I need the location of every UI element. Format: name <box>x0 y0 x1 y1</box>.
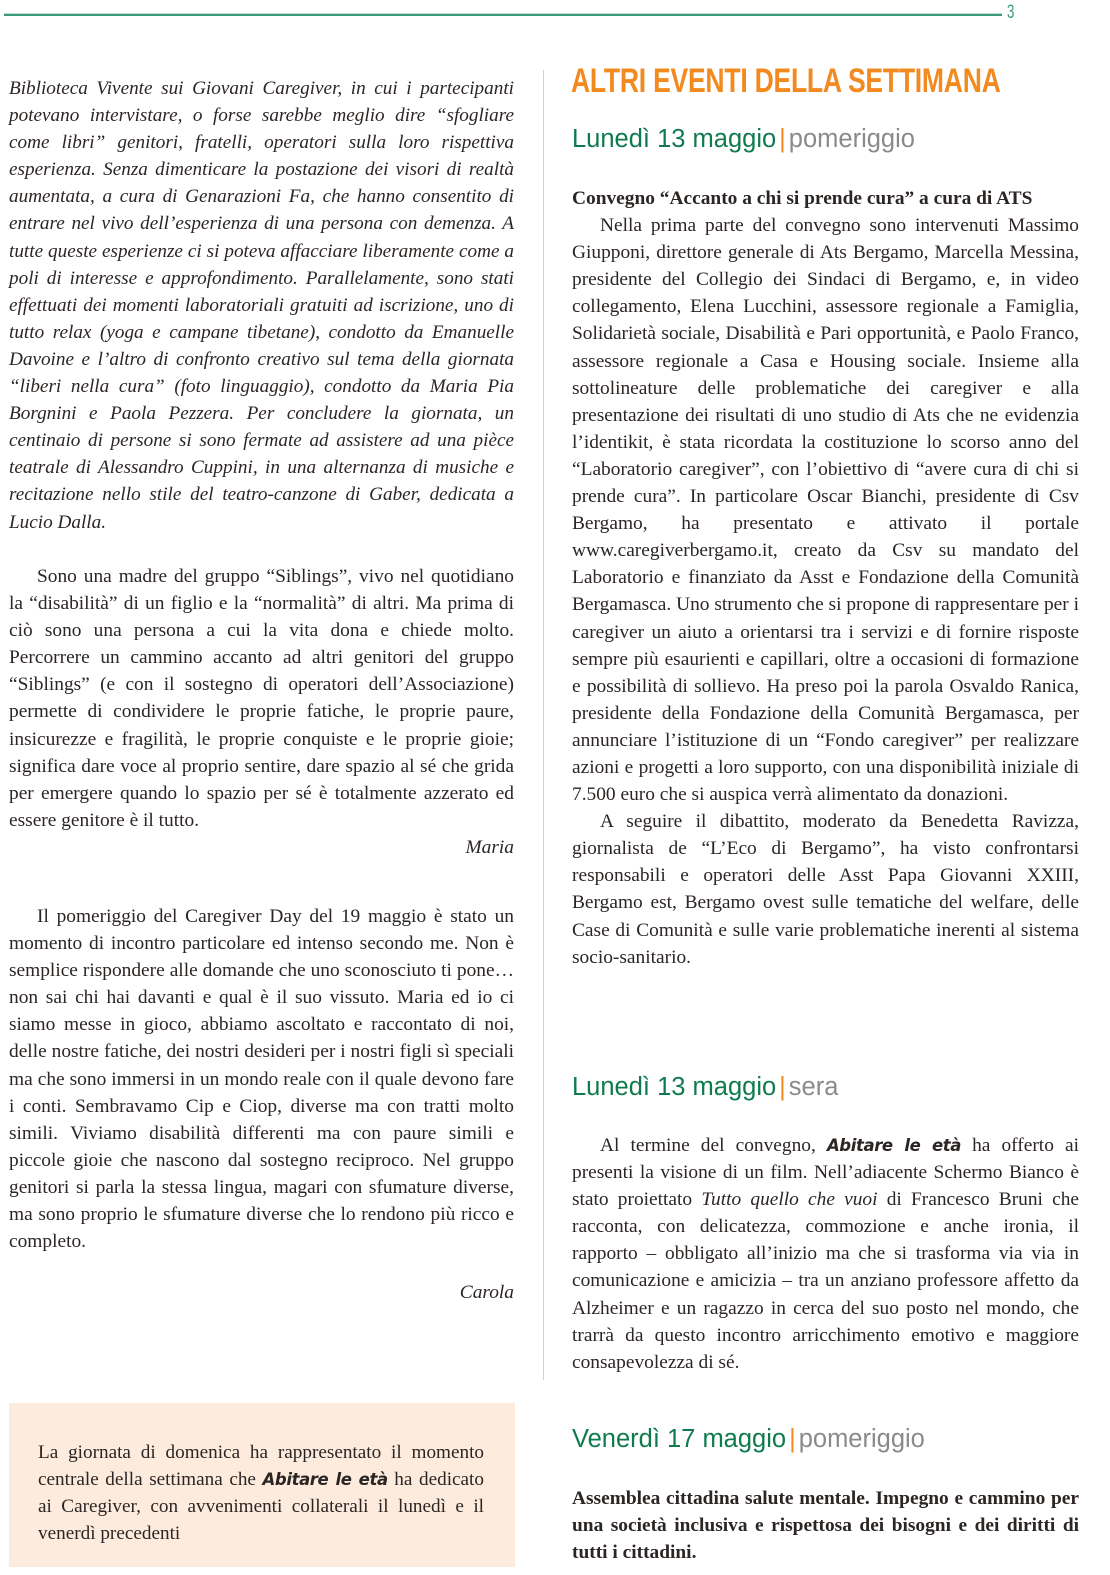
event-day: Lunedì 13 maggio <box>572 125 777 153</box>
event-heading <box>572 1073 838 1102</box>
text-run: di Francesco Bruni che racconta, con delicatezza, commozione e anche ironia, il rapporto – obbligato all’inizio ma che si trasforma via via in comunicazione e amicizia – tra un anziano professore affetto da Alzheimer e un ragazzo in cerca del suo posto nel mondo, che trarrà da questo incontro arricchimento emotivo e maggiore consapevolezza di sé. <box>572 1189 1080 1373</box>
box-text-before: La giornata di domenica ha rappresentato il momento centrale della settimana che <box>38 1442 484 1490</box>
event-paragraph <box>572 1132 1079 1376</box>
event-paragraph: A seguire il dibattito, moderato da Benedetta Ravizza, giornalista de “L’Eco di Bergamo”, ha visto confrontarsi responsabili e operatori delle Asst Papa Giovanni XXIII, Bergamo est, Bergamo ovest sulle tematiche del welfare, delle Case di Comunità e sulle varie problematiche inerenti al sistema socio-sanitario. <box>572 811 1079 968</box>
testimony-maria <box>9 563 514 861</box>
event-separator: | <box>779 1073 786 1101</box>
testimony-text: Sono una madre del gruppo “Siblings”, vivo nel quotidiano la “disabilità” di un figlio e la “normalità” di altri. Ma prima di ciò sono una persona a cui la vita dona e chiede molto. Percorrere un cammino accanto ad altri genitori del gruppo “Siblings” (e con il sostegno di operatori dell’Associazione) permette di condividere le proprie fatiche, le proprie paure, insicurezze e fragilità, le proprie conquiste e le proprie gioie; significa dare voce al proprio sentire, dare spazio al sé che grida per emergere quando lo spazio per sé è totalmente azzerato ed essere genitore è il tutto. <box>9 566 514 831</box>
event-body <box>572 1132 1079 1376</box>
page-number: 3 <box>1007 2 1015 23</box>
brand-name: Abitare le età <box>826 1136 961 1155</box>
event-paragraph: Nella prima parte del convegno sono intervenuti Massimo Giupponi, direttore generale di Ats Bergamo, Marcella Messina, presidente del Collegio dei Sindaci di Bergamo, e, in video collegamento, Elena Lucchini, assessore regionale a Famiglia, Solidarietà sociale, Disabilità e Pari opportunità, e Paolo Franco, assessore regionale a Casa e Housing sociale. Insieme alla sottolineature delle problematiche dei caregiver e alla presentazione dei risultati di uno studio di Ats che ne evidenzia l’identikit, è stata ricordata la costituzione lo scorso anno del “Laboratorio caregiver”, con l’obiettivo di “avere cura di chi si prende cura”. In particolare Oscar Bianchi, presidente di Csv Bergamo, ha presentato e attivato il portale www.caregiverbergamo.it, creato da Csv su mandato del Laboratorio e finanziato da Asst e Fondazione della Comunità Bergamasca. Uno strumento che si propone di rappresentare per i caregiver un aiuto a orientarsi tra i servizi e di fornire risposte sempre più esaurienti e capillari, oltre a occasioni di formazione e possibilità di sollievo. Ha preso poi la parola Osvaldo Ranica, presidente della Fondazione della Comunità Bergamasca, per annunciare l’istituzione di un “Fondo caregiver” per realizzare azioni e progetti a loro supporto, con una disponibilità iniziale di 7.500 euro che si auspica verrà alimentato da donazioni. <box>572 215 1079 806</box>
event-time: sera <box>788 1073 839 1101</box>
box-text-after: ha dedicato ai Caregiver, con avvenimenti collaterali il lunedì e il venerdì precedenti <box>38 1469 484 1544</box>
event-separator: | <box>789 1425 796 1453</box>
highlight-box-text <box>38 1439 484 1547</box>
testimony-text: Il pomeriggio del Caregiver Day del 19 maggio è stato un momento di incontro particolare ed intenso secondo me. Non è semplice rispondere alle domande che uno sconosciuto ti pone… non sai chi hai davanti e qual è il suo vissuto. Maria ed io ci siamo messe in gioco, abbiamo ascoltato e raccontato di noi, delle nostre fatiche, dei nostri desideri per i nostri figli sì speciali ma che sono immersi in un mondo reale con il quale devono fare i conti. Sembravamo Cip e Ciop, diverse ma con tratti molto simili. Viviamo disabilità differenti ma con paure simili e piccole gioie che nascono dal sostegno reciproco. Nel gruppo genitori si parla la stessa lingua, magari con sfumature diverse, ma sono proprio le sfumature diverse che lo rendono più ricco e completo. <box>9 906 514 1253</box>
event-body <box>572 1485 1079 1566</box>
event-day: Lunedì 13 maggio <box>572 1073 777 1101</box>
testimony-signature: Carola <box>459 1282 514 1304</box>
testimony-carola <box>9 903 514 1306</box>
header-rule <box>4 13 1002 16</box>
event-separator: | <box>779 125 786 153</box>
event-heading <box>572 1425 925 1454</box>
event-time: pomeriggio <box>788 125 915 153</box>
event-heading <box>572 125 915 154</box>
event-bold-text: Assemblea cittadina salute mentale. Impegno e cammino per una società inclusiva e rispettosa dei bisogni e dei diritti di tutti i cittadini. <box>572 1488 1079 1564</box>
section-title: ALTRI EVENTI DELLA SETTIMANA <box>571 62 1001 100</box>
column-divider <box>543 70 544 1380</box>
left-column-intro <box>9 75 514 536</box>
highlight-box <box>9 1403 515 1567</box>
event-day: Venerdì 17 maggio <box>572 1425 787 1453</box>
film-title: Tutto quello che vuoi <box>701 1189 878 1211</box>
event-body <box>572 185 1079 971</box>
text-run: Al termine del convegno, <box>600 1135 827 1156</box>
event-time: pomeriggio <box>798 1425 925 1453</box>
brand-name: Abitare le età <box>262 1470 388 1489</box>
text-run: ha offerto ai presenti la visione di un film. Nell’adiacente Schermo Bianco è stato proiettato <box>572 1135 1079 1211</box>
intro-paragraph: Biblioteca Vivente sui Giovani Caregiver, in cui i partecipanti potevano intervistare, o forse sarebbe meglio dire “sfogliare come libri” genitori, fratelli, operatori sulla loro rispettiva esperienza. Senza dimenticare la postazione dei visori di realtà aumentata, a cura di Genarazioni Fa, che hanno consentito di entrare nel vivo dell’esperienza di una persona con demenza. A tutte queste esperienze ci si poteva affacciare liberamente come a poli di interesse e approfondimento. Parallelamente, sono stati effettuati dei momenti laboratoriali gratuiti ad iscrizione, uno di tutto relax (yoga e campane tibetane), condotto da Emanuelle Davoine e l’altro di confronto creativo sul tema della giornata “liberi nella cura” (foto linguaggio), condotto da Maria Pia Borgnini e Paola Pezzera. Per concludere la giornata, un centinaio di persone si sono fermate ad assistere ad una pièce teatrale di Alessandro Cuppini, in una alternanza di musiche e recitazione nello stile del teatro-canzone di Gaber, dedicata a Lucio Dalla. <box>9 78 514 533</box>
testimony-signature: Maria <box>465 836 514 858</box>
event-subtitle: Convegno “Accanto a chi si prende cura” a cura di ATS <box>572 188 1033 209</box>
